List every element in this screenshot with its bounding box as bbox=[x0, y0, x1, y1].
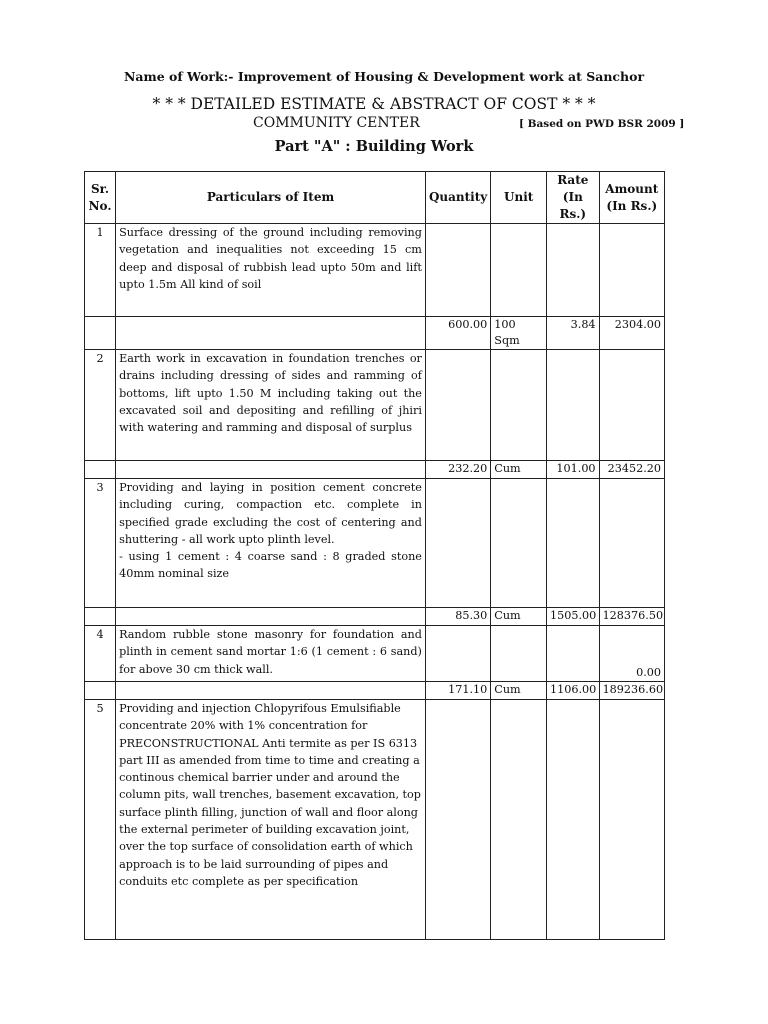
item-description: Providing and injection Chlopyrifous Emulsifiable concentrate 20% with 1% concentration for PRECONSTRUCTIONAL Anti termite as per IS 6313 part III as amended from time to time and creating a continous chemical barrier under and around the column pits, wall trenches, basement excavation, top surface plinth filling, junction of wall and floor along the external perimeter of building excavation joint, over the top surface of consolidation earth of which approach is to be laid surrounding of pipes and conduits etc complete as per specification bbox=[116, 700, 426, 940]
item-sr: 5 bbox=[85, 700, 116, 940]
table-row bbox=[85, 461, 665, 479]
item-unit: 100 Sqm bbox=[491, 317, 547, 350]
table-row bbox=[85, 626, 665, 682]
header-amount: Amount (In Rs.) bbox=[599, 172, 664, 224]
table-row bbox=[85, 479, 665, 608]
item-quantity: 232.20 bbox=[425, 461, 490, 479]
item-amount: 2304.00 bbox=[599, 317, 664, 350]
item-quantity: 85.30 bbox=[425, 608, 490, 626]
bsr-reference: [ Based on PWD BSR 2009 ] bbox=[519, 118, 685, 130]
header-sr: Sr. No. bbox=[85, 172, 116, 224]
item-unit: Cum bbox=[491, 461, 547, 479]
item-amount: 23452.20 bbox=[599, 461, 664, 479]
table-row bbox=[85, 224, 665, 317]
item-quantity: 171.10 bbox=[425, 682, 490, 700]
header-unit: Unit bbox=[491, 172, 547, 224]
item-description bbox=[116, 479, 426, 608]
name-of-work: Name of Work:- Improvement of Housing & Development work at Sanchor bbox=[123, 69, 645, 84]
table-row bbox=[85, 317, 665, 350]
item-sr: 2 bbox=[85, 350, 116, 461]
item-rate: 3.84 bbox=[547, 317, 600, 350]
item-sr: 4 bbox=[85, 626, 116, 682]
table-row bbox=[85, 608, 665, 626]
part-heading: Part "A" : Building Work bbox=[274, 138, 474, 155]
estimate-table bbox=[84, 171, 665, 940]
estimate-title: * * * DETAILED ESTIMATE & ABSTRACT OF COST * * * bbox=[152, 95, 596, 113]
item-sr: 3 bbox=[85, 479, 116, 608]
item-rate: 101.00 bbox=[547, 461, 600, 479]
item-unit: Cum bbox=[491, 682, 547, 700]
item-rate: 1505.00 bbox=[547, 608, 600, 626]
item-amount-note: 0.00 bbox=[599, 626, 664, 682]
item-description-main: Providing and laying in position cement concrete including curing, compaction etc. complete in specified grade excluding the cost of centering and shuttering - all work upto plinth level. bbox=[119, 481, 422, 546]
project-subtitle: COMMUNITY CENTER bbox=[253, 115, 420, 131]
item-unit: Cum bbox=[491, 608, 547, 626]
item-sr: 1 bbox=[85, 224, 116, 317]
item-description: Surface dressing of the ground including removing vegetation and inequalities not exceeding 15 cm deep and disposal of rubbish lead upto 50m and lift upto 1.5m All kind of soil bbox=[116, 224, 426, 317]
header-particulars: Particulars of Item bbox=[116, 172, 426, 224]
table-row bbox=[85, 682, 665, 700]
table-header-row bbox=[85, 172, 665, 224]
item-rate: 1106.00 bbox=[547, 682, 600, 700]
item-amount: 128376.50 bbox=[599, 608, 664, 626]
item-amount: 189236.60 bbox=[599, 682, 664, 700]
item-description-extra: - using 1 cement : 4 coarse sand : 8 graded stone 40mm nominal size bbox=[119, 550, 422, 581]
table-row bbox=[85, 350, 665, 461]
header-rate: Rate (In Rs.) bbox=[547, 172, 600, 224]
table-row bbox=[85, 700, 665, 940]
item-description: Earth work in excavation in foundation trenches or drains including dressing of sides and ramming of bottoms, lift upto 1.50 M including taking out the excavated soil and depositing and refilling of jhiri with watering and ramming and disposal of surplus bbox=[116, 350, 426, 461]
header-quantity: Quantity bbox=[425, 172, 490, 224]
item-description: Random rubble stone masonry for foundation and plinth in cement sand mortar 1:6 (1 cement : 6 sand) for above 30 cm thick wall. bbox=[116, 626, 426, 682]
item-quantity: 600.00 bbox=[425, 317, 490, 350]
